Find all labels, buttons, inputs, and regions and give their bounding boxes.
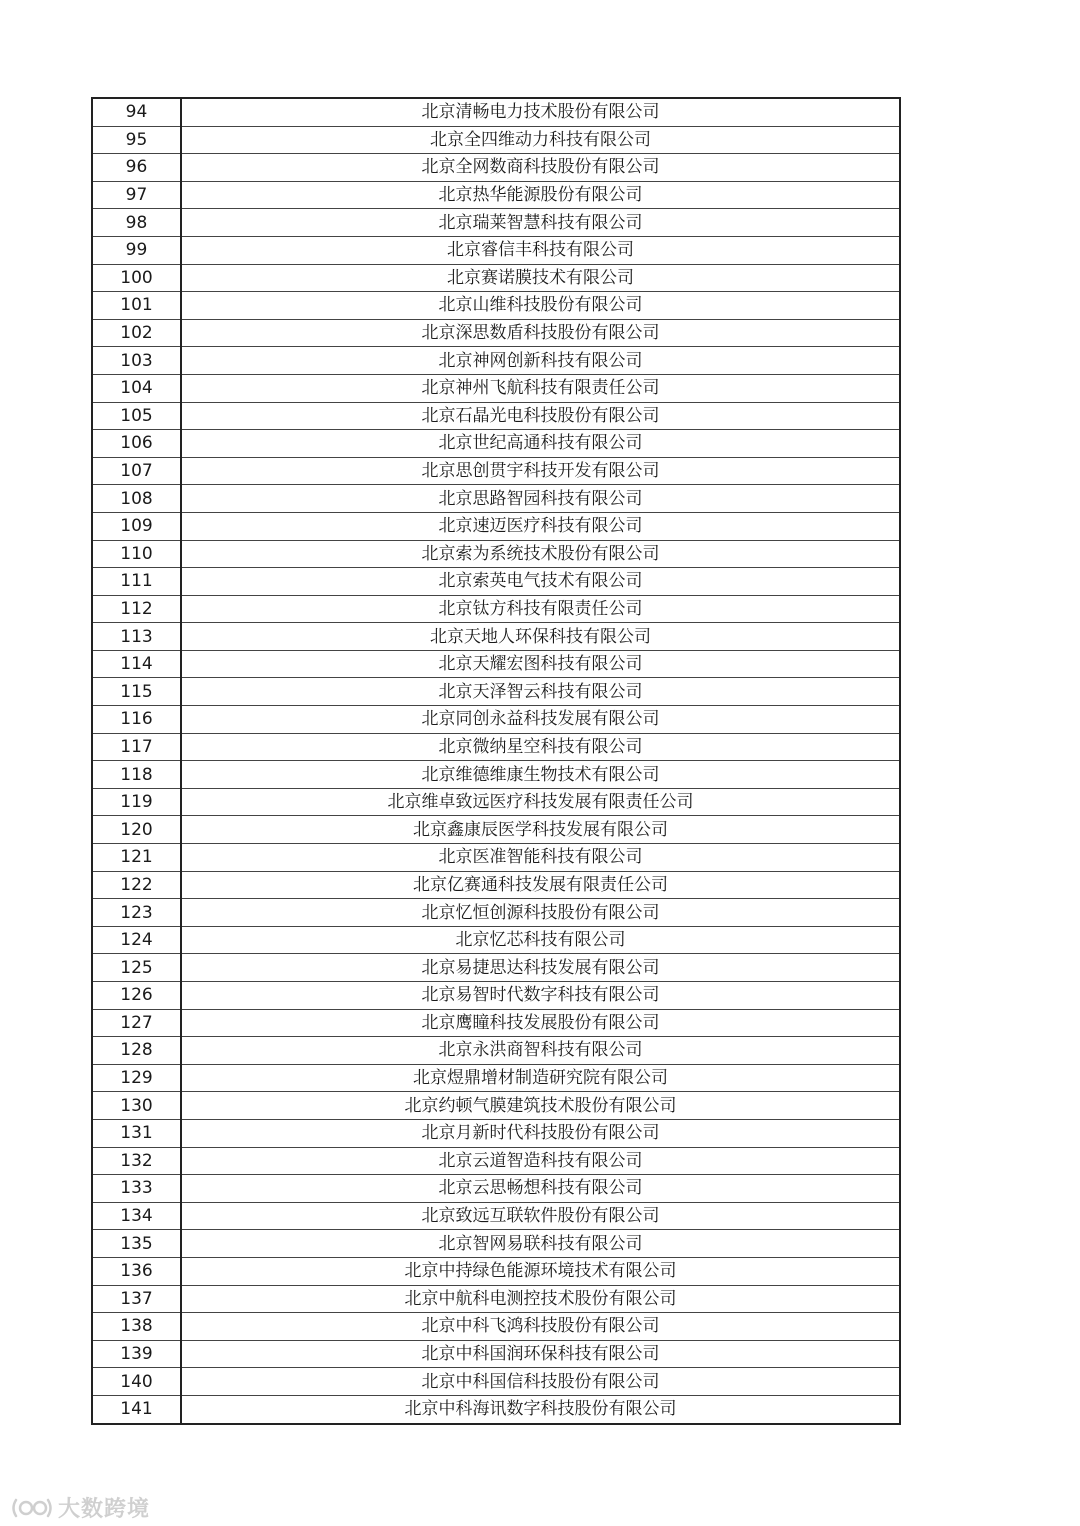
row-number: 139 <box>92 1340 181 1368</box>
company-name: 北京山维科技股份有限公司 <box>181 292 900 320</box>
company-name: 北京鑫康辰医学科技发展有限公司 <box>181 816 900 844</box>
table-row <box>92 154 900 182</box>
company-name: 北京索为系统技术股份有限公司 <box>181 540 900 568</box>
row-number: 104 <box>92 374 181 402</box>
table-row <box>92 1092 900 1120</box>
table-row <box>92 1119 900 1147</box>
company-name: 北京天泽智云科技有限公司 <box>181 678 900 706</box>
row-number: 138 <box>92 1313 181 1341</box>
company-name: 北京中科国润环保科技有限公司 <box>181 1340 900 1368</box>
table-row <box>92 595 900 623</box>
row-number: 134 <box>92 1202 181 1230</box>
row-number: 128 <box>92 1037 181 1065</box>
table-row <box>92 457 900 485</box>
row-number: 118 <box>92 761 181 789</box>
row-number: 140 <box>92 1368 181 1396</box>
row-number: 107 <box>92 457 181 485</box>
row-number: 97 <box>92 181 181 209</box>
table-row <box>92 706 900 734</box>
row-number: 110 <box>92 540 181 568</box>
brand-logo-icon <box>10 1495 54 1521</box>
table-row <box>92 761 900 789</box>
table-row <box>92 1064 900 1092</box>
table-row <box>92 899 900 927</box>
row-number: 119 <box>92 788 181 816</box>
company-name: 北京石晶光电科技股份有限公司 <box>181 402 900 430</box>
company-name: 北京睿信丰科技有限公司 <box>181 236 900 264</box>
table-row <box>92 568 900 596</box>
row-number: 115 <box>92 678 181 706</box>
row-number: 94 <box>92 98 181 126</box>
company-name: 北京忆恒创源科技股份有限公司 <box>181 899 900 927</box>
table-row <box>92 1037 900 1065</box>
table-row <box>92 98 900 126</box>
table-row <box>92 540 900 568</box>
table-row <box>92 1257 900 1285</box>
row-number: 109 <box>92 512 181 540</box>
company-name: 北京全网数商科技股份有限公司 <box>181 154 900 182</box>
row-number: 127 <box>92 1009 181 1037</box>
row-number: 120 <box>92 816 181 844</box>
row-number: 121 <box>92 844 181 872</box>
company-name: 北京中科海讯数字科技股份有限公司 <box>181 1395 900 1423</box>
row-number: 116 <box>92 706 181 734</box>
company-name: 北京云思畅想科技有限公司 <box>181 1175 900 1203</box>
row-number: 99 <box>92 236 181 264</box>
company-name: 北京约顿气膜建筑技术股份有限公司 <box>181 1092 900 1120</box>
table-row <box>92 347 900 375</box>
table-row <box>92 1175 900 1203</box>
table-row <box>92 402 900 430</box>
table-row <box>92 1313 900 1341</box>
row-number: 125 <box>92 954 181 982</box>
table-row <box>92 623 900 651</box>
table-row <box>92 816 900 844</box>
row-number: 133 <box>92 1175 181 1203</box>
row-number: 106 <box>92 430 181 458</box>
company-name: 北京亿赛通科技发展有限责任公司 <box>181 871 900 899</box>
row-number: 103 <box>92 347 181 375</box>
company-name: 北京中持绿色能源环境技术有限公司 <box>181 1257 900 1285</box>
row-number: 137 <box>92 1285 181 1313</box>
table-row <box>92 678 900 706</box>
row-number: 132 <box>92 1147 181 1175</box>
table-row <box>92 1340 900 1368</box>
company-name: 北京赛诺膜技术有限公司 <box>181 264 900 292</box>
row-number: 135 <box>92 1230 181 1258</box>
company-list-table <box>91 97 901 1425</box>
company-name: 北京钛方科技有限责任公司 <box>181 595 900 623</box>
company-name: 北京致远互联软件股份有限公司 <box>181 1202 900 1230</box>
row-number: 122 <box>92 871 181 899</box>
row-number: 117 <box>92 733 181 761</box>
company-name: 北京维卓致远医疗科技发展有限责任公司 <box>181 788 900 816</box>
watermark <box>10 1492 150 1523</box>
table-row <box>92 292 900 320</box>
company-name: 北京中航科电测控技术股份有限公司 <box>181 1285 900 1313</box>
table-row <box>92 1202 900 1230</box>
table-row <box>92 1395 900 1423</box>
row-number: 130 <box>92 1092 181 1120</box>
table-row <box>92 374 900 402</box>
row-number: 112 <box>92 595 181 623</box>
table-row <box>92 650 900 678</box>
row-number: 124 <box>92 926 181 954</box>
table-row <box>92 788 900 816</box>
table-row <box>92 430 900 458</box>
company-name: 北京忆芯科技有限公司 <box>181 926 900 954</box>
company-name: 北京永洪商智科技有限公司 <box>181 1037 900 1065</box>
table-row <box>92 926 900 954</box>
watermark-text: 大数跨境 <box>58 1497 151 1522</box>
row-number: 123 <box>92 899 181 927</box>
table-row <box>92 1147 900 1175</box>
company-name: 北京索英电气技术有限公司 <box>181 568 900 596</box>
company-name: 北京全四维动力科技有限公司 <box>181 126 900 154</box>
table-row <box>92 1285 900 1313</box>
table-row <box>92 1009 900 1037</box>
table-row <box>92 126 900 154</box>
company-name: 北京医准智能科技有限公司 <box>181 844 900 872</box>
company-name: 北京月新时代科技股份有限公司 <box>181 1119 900 1147</box>
table-row <box>92 844 900 872</box>
table-body <box>92 98 900 1424</box>
company-name: 北京维德维康生物技术有限公司 <box>181 761 900 789</box>
row-number: 100 <box>92 264 181 292</box>
row-number: 111 <box>92 568 181 596</box>
table-row <box>92 264 900 292</box>
row-number: 95 <box>92 126 181 154</box>
company-name: 北京中科飞鸿科技股份有限公司 <box>181 1313 900 1341</box>
row-number: 101 <box>92 292 181 320</box>
company-name: 北京易智时代数字科技有限公司 <box>181 982 900 1010</box>
row-number: 136 <box>92 1257 181 1285</box>
row-number: 114 <box>92 650 181 678</box>
table-row <box>92 512 900 540</box>
table-row <box>92 236 900 264</box>
company-name: 北京瑞莱智慧科技有限公司 <box>181 209 900 237</box>
company-name: 北京易捷思达科技发展有限公司 <box>181 954 900 982</box>
company-name: 北京智网易联科技有限公司 <box>181 1230 900 1258</box>
company-name: 北京神网创新科技有限公司 <box>181 347 900 375</box>
table-row <box>92 733 900 761</box>
company-name: 北京鹰瞳科技发展股份有限公司 <box>181 1009 900 1037</box>
row-number: 96 <box>92 154 181 182</box>
company-name: 北京天耀宏图科技有限公司 <box>181 650 900 678</box>
table-row <box>92 1230 900 1258</box>
row-number: 98 <box>92 209 181 237</box>
table-row <box>92 181 900 209</box>
company-name: 北京速迈医疗科技有限公司 <box>181 512 900 540</box>
table-row <box>92 954 900 982</box>
company-name: 北京世纪高通科技有限公司 <box>181 430 900 458</box>
table-row <box>92 319 900 347</box>
table-row <box>92 871 900 899</box>
company-name: 北京神州飞航科技有限责任公司 <box>181 374 900 402</box>
row-number: 141 <box>92 1395 181 1423</box>
company-name: 北京清畅电力技术股份有限公司 <box>181 98 900 126</box>
company-name: 北京中科国信科技股份有限公司 <box>181 1368 900 1396</box>
row-number: 126 <box>92 982 181 1010</box>
row-number: 102 <box>92 319 181 347</box>
company-name: 北京深思数盾科技股份有限公司 <box>181 319 900 347</box>
table-row <box>92 982 900 1010</box>
company-name: 北京思创贯宇科技开发有限公司 <box>181 457 900 485</box>
row-number: 129 <box>92 1064 181 1092</box>
company-name: 北京云道智造科技有限公司 <box>181 1147 900 1175</box>
row-number: 131 <box>92 1119 181 1147</box>
company-name: 北京微纳星空科技有限公司 <box>181 733 900 761</box>
company-name: 北京煜鼎增材制造研究院有限公司 <box>181 1064 900 1092</box>
company-name: 北京思路智园科技有限公司 <box>181 485 900 513</box>
company-name: 北京热华能源股份有限公司 <box>181 181 900 209</box>
row-number: 113 <box>92 623 181 651</box>
table-row <box>92 209 900 237</box>
row-number: 108 <box>92 485 181 513</box>
table-row <box>92 1368 900 1396</box>
company-name: 北京天地人环保科技有限公司 <box>181 623 900 651</box>
company-name: 北京同创永益科技发展有限公司 <box>181 706 900 734</box>
table-row <box>92 485 900 513</box>
row-number: 105 <box>92 402 181 430</box>
